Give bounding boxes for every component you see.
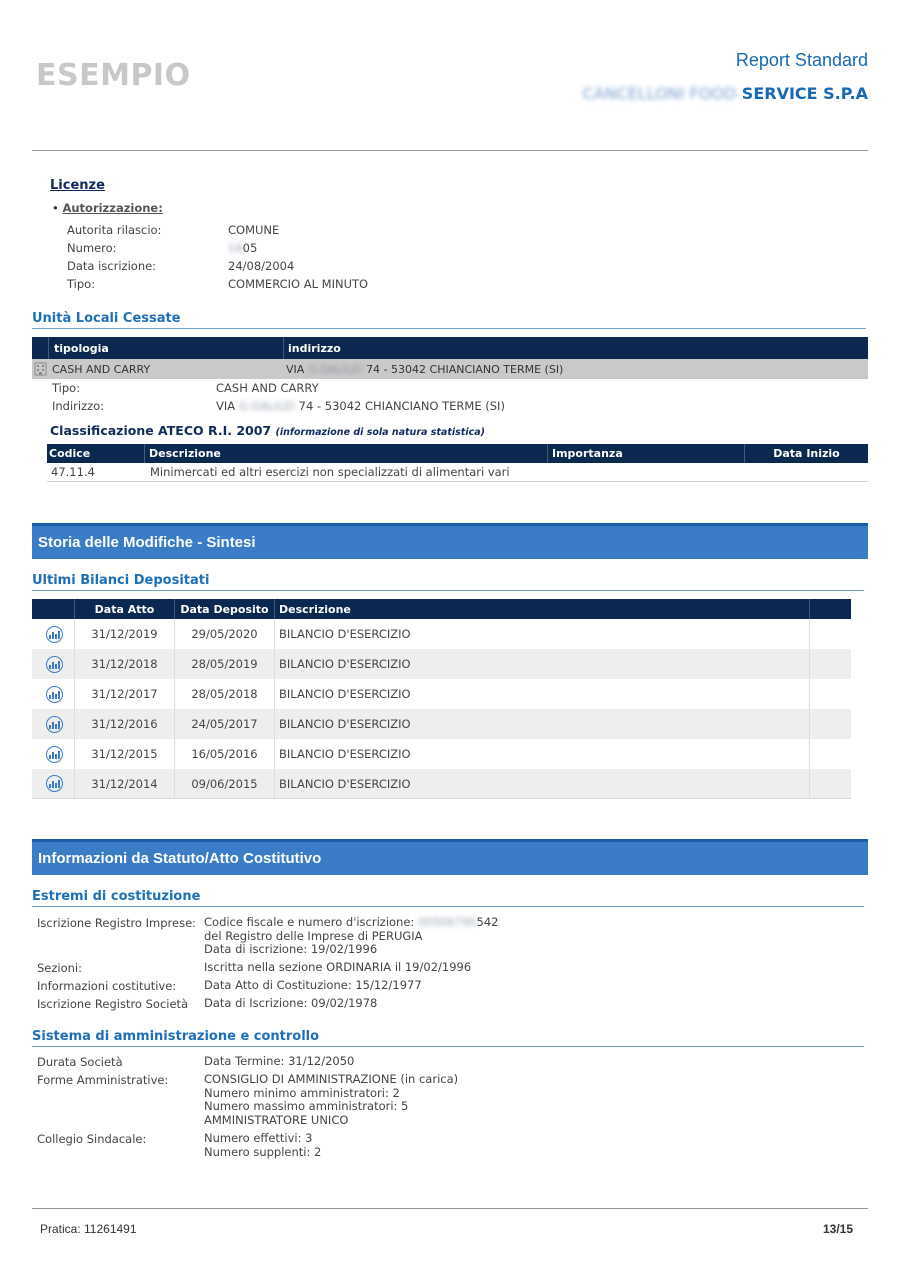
column-separator [809,619,810,649]
bilancio-data-atto: 31/12/2016 [91,717,158,731]
licenze-label: Numero: [67,241,117,255]
licenze-value: COMUNE [228,223,280,237]
societa-value: Data di Iscrizione: 09/02/1978 [204,996,378,1010]
company-name [583,84,868,103]
bilancio-data-atto: 31/12/2014 [91,776,158,791]
info-label: Informazioni costitutive: [37,979,177,993]
unita-locale-row[interactable] [32,359,868,379]
column-separator [274,709,275,739]
page-number: 13/15 [822,1222,853,1236]
iscrizione-suffix: 542 [476,915,499,929]
bilancio-row[interactable] [32,739,851,769]
ateco-note: (informazione di sola natura statistica) [275,427,485,438]
autorizzazione-label: Autorizzazione: [62,201,163,215]
iscrizione-line [204,916,498,930]
licenze-value: 24/08/2004 [228,259,295,273]
statuto-banner: Informazioni da Statuto/Atto Costitutivo [32,839,868,875]
header-divider [32,150,868,151]
iscrizione-prefix: Codice fiscale e numero d'iscrizione: [204,915,415,929]
licenze-label: Autorita rilascio: [67,223,162,237]
col-importanza: Importanza [552,447,623,460]
collegio-value [204,1132,321,1159]
bilanci-header [32,599,851,619]
row-tipologia: CASH AND CARRY [52,362,151,376]
column-separator [274,739,275,769]
iscrizione-label: Iscrizione Registro Imprese: [37,916,197,930]
ateco-header [47,444,868,463]
sezioni-label: Sezioni: [37,961,83,975]
column-separator [809,679,810,709]
bilancio-data-deposito: 09/06/2015 [191,776,258,791]
bilancio-data-deposito: 28/05/2019 [191,657,258,671]
bilancio-descrizione: BILANCIO D'ESERCIZIO [279,627,411,641]
licenze-value: COMMERCIO AL MINUTO [228,277,369,291]
pratica-number: Pratica: 11261491 [40,1222,137,1236]
bilancio-data-deposito: 28/05/2018 [191,687,258,701]
column-separator [274,619,275,649]
durata-value: Data Termine: 31/12/2050 [204,1054,355,1068]
addr-redacted: G.GALILEI [238,399,296,413]
collegio-line: Numero effettivi: 3 [204,1131,313,1145]
col-tipologia: tipologia [54,341,109,355]
col-descrizione: Descrizione [279,602,351,616]
col-data-atto: Data Atto [94,602,155,616]
iscrizione-line: Data di iscrizione: 19/02/1996 [204,942,378,956]
column-separator [809,709,810,739]
ateco-descrizione: Minimercati ed altri esercizi non specializzati di alimentari vari [150,465,510,479]
bilancio-descrizione: BILANCIO D'ESERCIZIO [279,657,411,671]
forme-line: Numero massimo amministratori: 5 [204,1099,409,1113]
bilancio-data-deposito: 16/05/2016 [191,747,258,761]
building-icon [32,359,47,379]
licenze-value [228,241,257,255]
column-separator [274,679,275,709]
storia-banner: Storia delle Modifiche - Sintesi [32,523,868,559]
col-data-inizio: Data Inizio [773,447,840,460]
bilancio-row[interactable] [32,649,851,679]
company-name-redacted: CANCELLONI FOOD [582,84,737,103]
detail-label: Tipo: [52,381,81,395]
bilancio-data-atto: 31/12/2015 [91,747,158,761]
licenze-label: Data iscrizione: [67,259,157,273]
company-name-visible: SERVICE S.P.A [741,84,868,103]
bilancio-data-atto: 31/12/2019 [91,627,158,641]
addr-prefix: VIA [216,399,236,413]
estremi-title: Estremi di costituzione [32,889,864,907]
detail-label: Indirizzo: [52,399,105,413]
collegio-label: Collegio Sindacale: [37,1132,147,1146]
iscrizione-line: del Registro delle Imprese di PERUGIA [204,928,423,943]
row-indirizzo [282,359,563,379]
chart-icon[interactable] [46,686,63,703]
watermark-label: ESEMPIO [36,58,191,93]
column-separator [809,769,810,798]
col-indirizzo: indirizzo [288,341,341,355]
detail-value: CASH AND CARRY [216,381,319,395]
detail-value [216,399,505,413]
ateco-title [50,423,485,438]
addr-redacted: G.GALILEI [308,362,363,376]
licenze-label: Tipo: [67,277,96,291]
numero-redacted: 18 [228,241,243,255]
licenze-title: Licenze [50,178,105,193]
iscrizione-value [204,916,498,957]
bilancio-row[interactable] [32,679,851,709]
column-separator [809,649,810,679]
iscrizione-redacted: 00506790 [417,915,477,929]
ateco-importanza [548,463,552,481]
bilancio-row[interactable] [32,619,851,649]
bilancio-descrizione: BILANCIO D'ESERCIZIO [279,687,411,701]
chart-icon[interactable] [46,746,63,763]
ateco-data-inizio [745,463,749,481]
bilancio-row[interactable] [32,709,851,739]
col-codice: Codice [49,447,91,460]
forme-line: Numero minimo amministratori: 2 [204,1085,400,1100]
addr-suffix: 74 - 53042 CHIANCIANO TERME (SI) [366,362,564,376]
forme-line: AMMINISTRATORE UNICO [204,1112,349,1127]
durata-label: Durata Società [37,1055,123,1069]
chart-icon[interactable] [46,656,63,673]
bilanci-title: Ultimi Bilanci Depositati [32,573,864,591]
column-separator [274,769,275,798]
addr-prefix: VIA [286,362,305,376]
ateco-row [47,463,868,482]
unita-locali-header [32,337,868,359]
column-separator [274,649,275,679]
col-data-deposito: Data Deposito [180,602,269,616]
collegio-line: Numero supplenti: 2 [204,1144,322,1159]
numero-visible: 05 [242,241,258,255]
ateco-title-text: Classificazione ATECO R.I. 2007 [50,423,272,438]
bilancio-descrizione: BILANCIO D'ESERCIZIO [279,747,411,761]
chart-icon[interactable] [46,775,63,792]
chart-icon[interactable] [46,716,63,733]
unita-locali-title: Unità Locali Cessate [32,311,866,329]
ateco-codice: 47.11.4 [51,465,95,479]
column-separator [809,739,810,769]
forme-value [204,1073,458,1127]
forme-line: CONSIGLIO DI AMMINISTRAZIONE (in carica) [204,1072,459,1086]
bilancio-data-deposito: 24/05/2017 [191,717,258,731]
addr-suffix: 74 - 53042 CHIANCIANO TERME (SI) [298,399,505,413]
bilancio-data-atto: 31/12/2017 [91,687,158,701]
report-title: Report Standard [735,50,868,70]
col-descrizione: Descrizione [149,447,221,460]
bilancio-descrizione: BILANCIO D'ESERCIZIO [279,776,411,791]
forme-label: Forme Amministrative: [37,1073,169,1087]
sezioni-value: Iscritta nella sezione ORDINARIA il 19/02/1996 [204,960,472,974]
bilancio-data-atto: 31/12/2018 [91,657,158,671]
societa-label: Iscrizione Registro Società [37,997,189,1011]
sistema-title: Sistema di amministrazione e controllo [32,1029,864,1047]
header-separator [48,337,49,359]
bilancio-descrizione: BILANCIO D'ESERCIZIO [279,717,411,731]
footer-divider [32,1208,868,1209]
chart-icon[interactable] [46,626,63,643]
bilancio-data-deposito: 29/05/2020 [191,627,258,641]
header-separator [809,599,810,619]
bilancio-row[interactable] [32,769,851,799]
autorizzazione-heading: • Autorizzazione: [52,201,163,215]
info-value: Data Atto di Costituzione: 15/12/1977 [204,978,422,992]
